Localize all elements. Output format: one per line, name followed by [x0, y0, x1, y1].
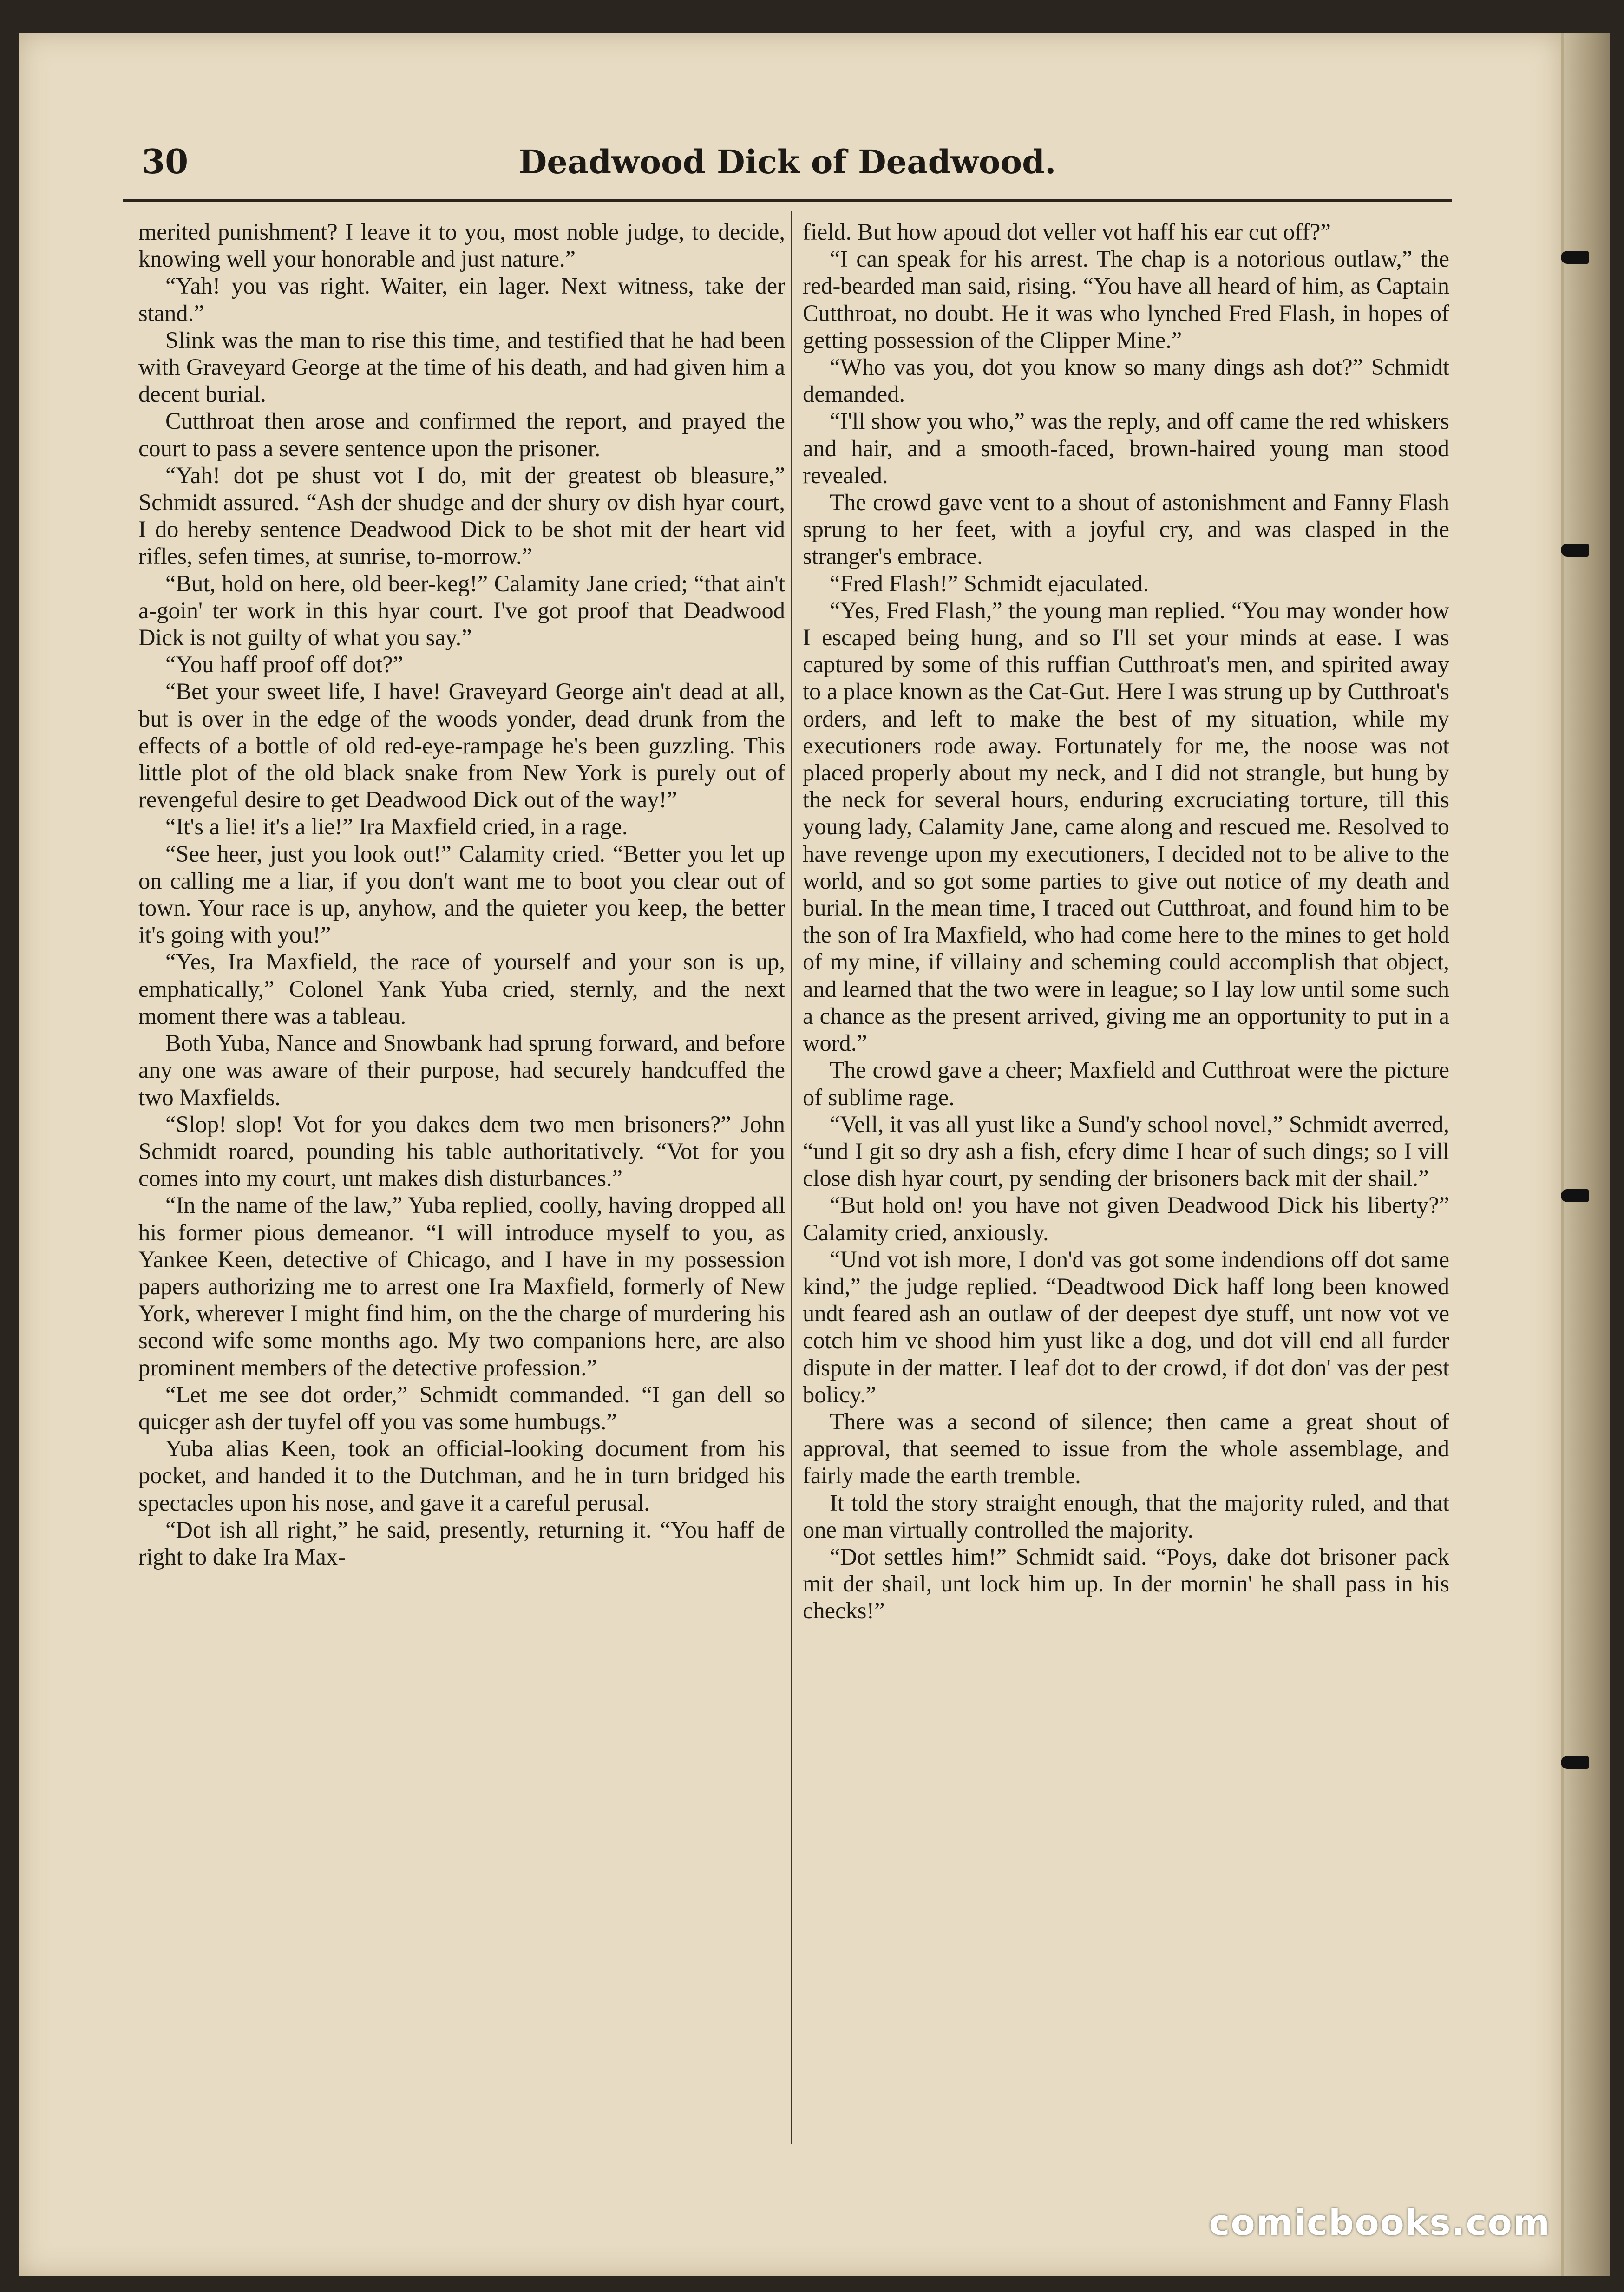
- paragraph: Both Yuba, Nance and Snowbank had sprung forward, and before any one was aware of their purpose, had securely handcuffed the two Maxfields.: [138, 1030, 785, 1110]
- paragraph: It told the story straight enough, that the majority ruled, and that one man virtually controlled the majority.: [803, 1489, 1449, 1543]
- paragraph: “You haff proof off dot?”: [165, 651, 403, 678]
- paragraph: merited punishment? I leave it to you, most noble judge, to decide, knowing well your honorable and just nature.”: [138, 219, 785, 272]
- running-title: Deadwood Dick of Deadwood.: [518, 143, 1056, 181]
- binding-pin: [1561, 1756, 1589, 1769]
- page-number: 30: [142, 142, 189, 181]
- paragraph: “Yah! you vas right. Waiter, ein lager. Next witness, take der stand.”: [138, 273, 785, 326]
- paragraph: “Dot settles him!” Schmidt said. “Poys, dake dot brisoner pack mit der shail, unt lock him up. In der mornin' he shall pass in his checks!”: [803, 1543, 1449, 1624]
- watermark: comicbooks.com: [1209, 2202, 1551, 2243]
- paragraph: “It's a lie! it's a lie!” Ira Maxfield cried, in a rage.: [165, 813, 628, 840]
- page-edge: [1564, 33, 1610, 2276]
- paragraph: Cutthroat then arose and confirmed the report, and prayed the court to pass a severe sentence upon the prisoner.: [138, 408, 785, 461]
- right-column: [803, 218, 1449, 1624]
- binding-pin: [1561, 544, 1589, 557]
- paragraph: “I'll show you who,” was the reply, and off came the red whiskers and hair, and a smooth-faced, brown-haired young man stood revealed.: [803, 408, 1449, 488]
- header-rule: [123, 199, 1452, 202]
- left-column: [138, 218, 785, 1570]
- paragraph: “Slop! slop! Vot for you dakes dem two men brisoners?” John Schmidt roared, pounding his table authoritatively. “Vot for you comes into my court, unt makes dish disturbances.”: [138, 1111, 785, 1192]
- paragraph: The crowd gave a cheer; Maxfield and Cutthroat were the picture of sublime rage.: [803, 1057, 1449, 1110]
- paragraph: “Fred Flash!” Schmidt ejaculated.: [830, 570, 1149, 596]
- paragraph: “Yah! dot pe shust vot I do, mit der greatest ob bleasure,” Schmidt assured. “Ash der shudge and der shury ov dish hyar court, I do hereby sentence Deadwood Dick to be shot mit der heart vid rifles, sefen times, at sunrise, to-morrow.”: [138, 462, 785, 570]
- paragraph: “But hold on! you have not given Deadwood Dick his liberty?” Calamity cried, anxiously.: [803, 1192, 1449, 1245]
- paragraph: “Dot ish all right,” he said, presently, returning it. “You haff de right to dake Ira Max-: [138, 1516, 785, 1570]
- paragraph: “Yes, Ira Maxfield, the race of yourself and your son is up, emphatically,” Colonel Yank Yuba cried, sternly, and the next moment there was a tableau.: [138, 949, 785, 1029]
- paragraph: “Let me see dot order,” Schmidt commanded. “I gan dell so quicger ash der tuyfel off you vas some humbugs.”: [138, 1381, 785, 1434]
- paragraph: “But, hold on here, old beer-keg!” Calamity Jane cried; “that ain't a-goin' ter work in this hyar court. I've got proof that Deadwood Dick is not guilty of what you say.”: [138, 570, 785, 651]
- column-rule: [791, 211, 792, 2144]
- binding-pin: [1561, 251, 1589, 264]
- paragraph: “Und vot ish more, I don'd vas got some indendions off dot same kind,” the judge replied. “Deadtwood Dick haff long been knowed undt feared ash an outlaw of der deepest dye stuff, unt now vot ve cotch him ve shood him yust like a dog, und dot vill end all furder dispute in der matter. I leaf dot to der crowd, if dot don' vas der pest bolicy.”: [803, 1246, 1449, 1408]
- binding-pin: [1561, 1189, 1589, 1202]
- paragraph: “See heer, just you look out!” Calamity cried. “Better you let up on calling me a liar, if you don't want me to boot you clear out of town. Your race is up, anyhow, and the quieter you keep, the better it's going with you!”: [138, 840, 785, 948]
- paragraph: “Yes, Fred Flash,” the young man replied. “You may wonder how I escaped being hung, and so I'll set your minds at ease. I was captured by some of this ruffian Cutthroat's men, and spirited away to a place known as the Cat-Gut. Here I was strung up by Cutthroat's orders, and left to make the best of my situation, while my executioners rode away. Fortunately for me, the noose was not placed properly about my neck, and I did not strangle, but hung by the neck for several hours, enduring excruciating torture, till this young lady, Calamity Jane, came along and rescued me. Resolved to have revenge upon my executioners, I decided not to be alive to the world, and so got some parties to give out notice of my death and burial. In the mean time, I traced out Cutthroat, and found him to be the son of Ira Maxfield, who had come here to the mines to get hold of my mine, if villainy and scheming could accomplish that object, and learned that the two were in league; so I lay low until some such a chance as the present arrived, giving me an opportunity to put in a word.”: [803, 597, 1449, 1056]
- paragraph: “Vell, it vas all yust like a Sund'y school novel,” Schmidt averred, “und I git so dry ash a fish, efery dime I hear of such dings; so I vill close dish hyar court, py sending der brisoners back mit der shail.”: [803, 1111, 1449, 1192]
- paragraph: “In the name of the law,” Yuba replied, coolly, having dropped all his former pious demeanor. “I will introduce myself to you, as Yankee Keen, detective of Chicago, and I have in my possession papers authorizing me to arrest one Ira Maxfield, formerly of New York, wherever I might find him, on the the charge of murdering his second wife some months ago. My two companions here, are also prominent members of the detective profession.”: [138, 1192, 785, 1381]
- paragraph: Slink was the man to rise this time, and testified that he had been with Graveyard George at the time of his death, and had given him a decent burial.: [138, 327, 785, 407]
- paragraph: “Who vas you, dot you know so many dings ash dot?” Schmidt demanded.: [803, 354, 1449, 407]
- paragraph: Yuba alias Keen, took an official-looking document from his pocket, and handed it to the Dutchman, and he in turn bridged his spectacles upon his nose, and gave it a careful perusal.: [138, 1435, 785, 1516]
- page-header: [123, 132, 1452, 193]
- paragraph: field. But how apoud dot veller vot haff his ear cut off?”: [803, 219, 1331, 245]
- paragraph: “I can speak for his arrest. The chap is a notorious outlaw,” the red-bearded man said, rising. “You have all heard of him, as Captain Cutthroat, no doubt. He it was who lynched Fred Flash, in hopes of getting possession of the Clipper Mine.”: [803, 246, 1449, 353]
- paragraph: “Bet your sweet life, I have! Graveyard George ain't dead at all, but is over in the edge of the woods yonder, dead drunk from the effects of a bottle of old red-eye-rampage he's been guzzling. This little plot of the old black snake from New York is purely out of revengeful desire to get Deadwood Dick out of the way!”: [138, 678, 785, 813]
- paragraph: The crowd gave vent to a shout of astonishment and Fanny Flash sprung to her feet, with a joyful cry, and was clasped in the stranger's embrace.: [803, 489, 1449, 570]
- paragraph: There was a second of silence; then came a great shout of approval, that seemed to issue from the whole assemblage, and fairly made the earth tremble.: [803, 1408, 1449, 1489]
